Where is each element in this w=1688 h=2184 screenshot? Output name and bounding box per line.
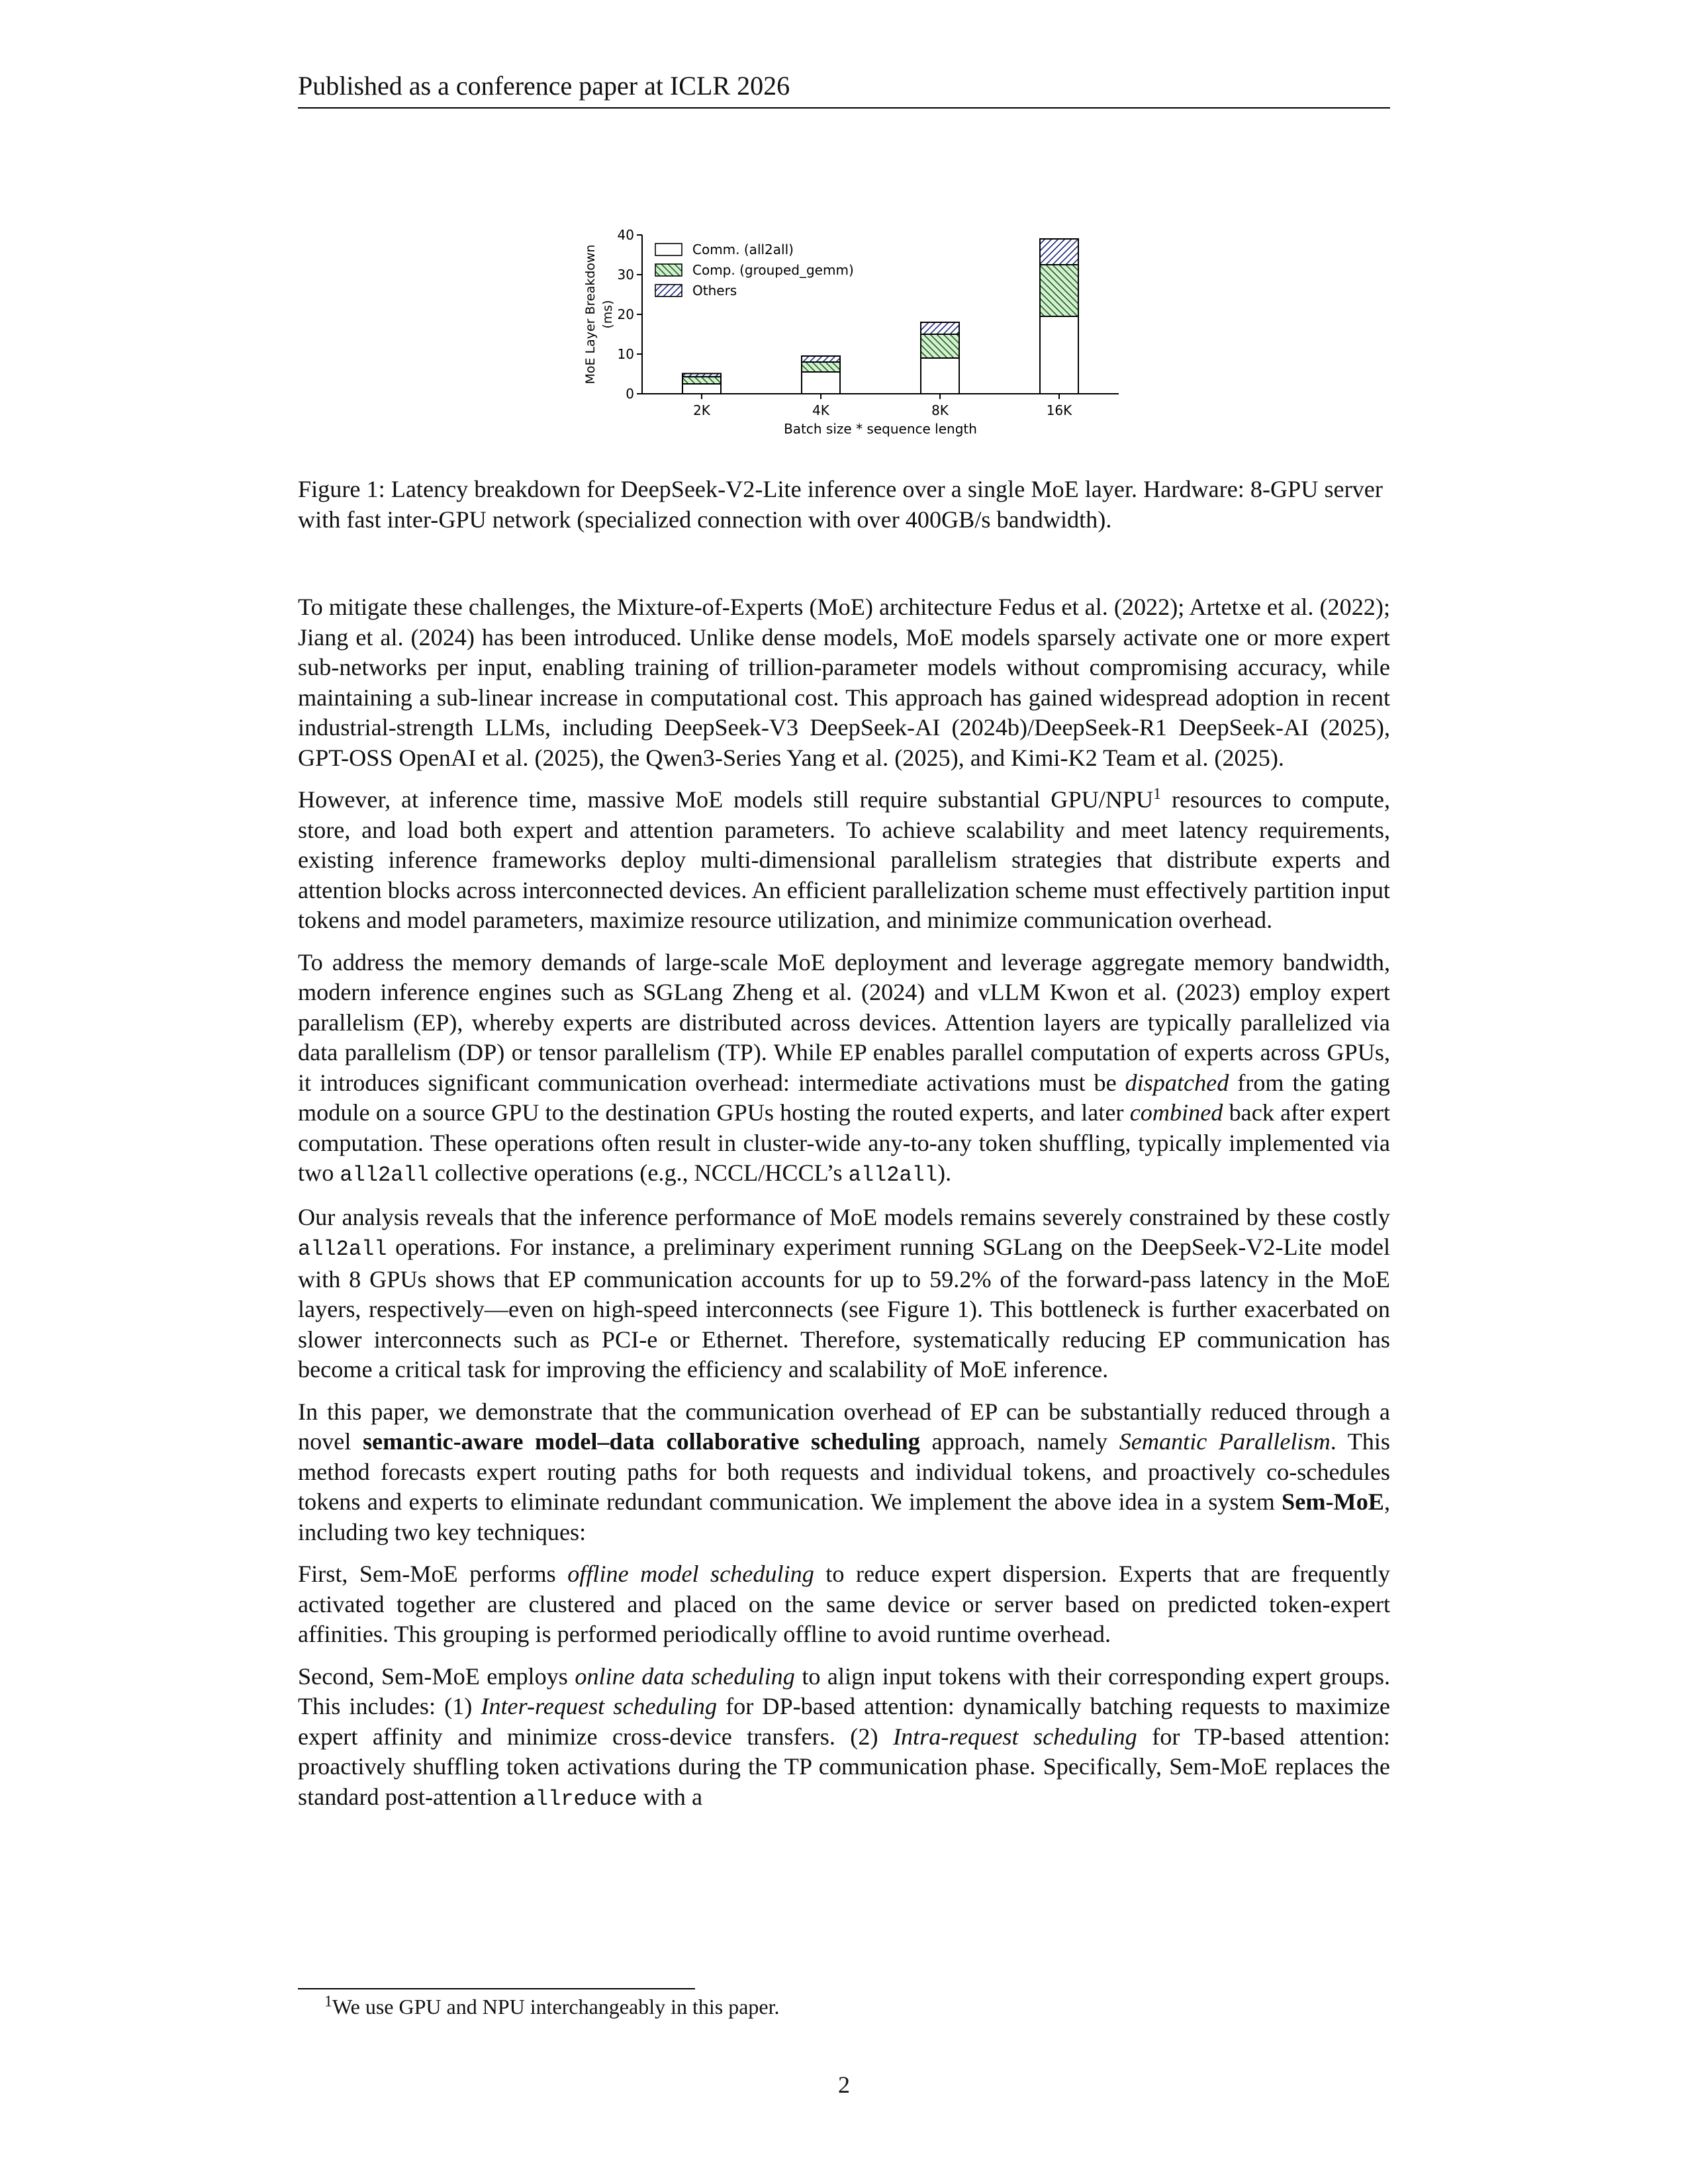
paragraph-5-text-d: , including two key techniques:: [298, 1488, 1390, 1545]
footnote-ref: 1: [1153, 785, 1162, 803]
paragraph-6: [298, 1559, 1390, 1650]
page-header: Published as a conference paper at ICLR 2026: [298, 69, 1390, 109]
latency-breakdown-chart: [569, 225, 1125, 443]
bar-segment: [921, 334, 959, 358]
paragraph-5-text-b: approach, namely: [919, 1428, 1119, 1455]
footnote-rule: [298, 1988, 695, 1989]
x-tick-label: 2K: [693, 402, 710, 418]
footnote-mark: 1: [324, 1993, 332, 2011]
figure-caption-text: Latency breakdown for DeepSeek-V2-Lite inference over a single MoE layer. Hardware: 8-GPU server with fast inter-GPU network (specialized connection with over 400GB/s bandwidth).: [298, 476, 1383, 533]
paragraph-7-text-a: Second, Sem-MoE employs: [298, 1662, 575, 1690]
paragraph-1-text: To mitigate these challenges, the Mixture-of-Experts (MoE) architecture Fedus et al. (2022); Artetxe et al. (2022); Jiang et al. (2024) has been introduced. Unlike dense models, MoE models sparsely activate one or more expert sub-networks per input, enabling training of trillion-parameter models without compromising accuracy, while maintaining a sub-linear increase in computational cost. This approach has gained widespread adoption in recent industrial-strength LLMs, including DeepSeek-V3 DeepSeek-AI (2024b)/DeepSeek-R1 DeepSeek-AI (2025), GPT-OSS OpenAI et al. (2025), the Qwen3-Series Yang et al. (2025), and Kimi-K2 Team et al. (2025).: [298, 594, 1390, 771]
paragraph-7-text-c: for DP-based attention: dynamically batching requests to maximize expert affinity and minimize cross-device transfers. (2): [298, 1693, 1390, 1750]
figure-label: Figure 1:: [298, 476, 385, 502]
footnote: [324, 1993, 1383, 2020]
bar-segment: [682, 373, 721, 377]
bar-segment: [1040, 239, 1078, 265]
y-tick-label: 0: [626, 386, 634, 402]
paragraph-3: [298, 948, 1390, 1191]
page-number: 2: [838, 2071, 850, 2098]
paragraph-2-text-b: resources to compute, store, and load both expert and attention parameters. To achieve scalability and meet latency requirements, existing inference frameworks deploy multi-dimensional parallelism strategies that distribute experts and attention blocks across interconnected devices. An efficient parallelization scheme must effectively partition input tokens and model parameters, maximize resource utilization, and minimize communication overhead.: [298, 786, 1390, 933]
bold-approach: semantic-aware model–data collaborative scheduling: [362, 1428, 920, 1455]
paragraph-6-text-a: First, Sem-MoE performs: [298, 1561, 568, 1587]
paragraph-3-text-e: ).: [937, 1160, 952, 1186]
paragraph-5-text-c: . This method forecasts expert routing paths for both requests and individual tokens, and proactively co-schedules tokens and experts to eliminate redundant communication. We implement the above idea in a system: [298, 1428, 1391, 1515]
emphasis-semantic-parallelism: Semantic Parallelism: [1119, 1428, 1331, 1455]
x-tick-label: 16K: [1046, 402, 1072, 418]
y-tick-label: 20: [617, 306, 634, 322]
x-axis-label: Batch size * sequence length: [784, 421, 977, 437]
legend-label: Others: [692, 283, 737, 298]
x-tick-label: 4K: [812, 402, 829, 418]
paragraph-7-text-e: with a: [637, 1783, 703, 1810]
legend-swatch: [655, 264, 682, 276]
emphasis-combined: combined: [1129, 1099, 1223, 1126]
code-all2all: all2all: [340, 1163, 429, 1187]
paragraph-4: [298, 1203, 1390, 1385]
emphasis-online: online data scheduling: [575, 1662, 795, 1690]
bar-segment: [682, 377, 721, 384]
paragraph-7-text-d: for TP-based attention: proactively shuffling token activations during the TP communication phase. Specifically, Sem-MoE replaces the standard post-attention: [298, 1723, 1390, 1810]
emphasis-dispatched: dispatched: [1125, 1069, 1229, 1096]
paragraph-5-text-a: In this paper, we demonstrate that the communication overhead of EP can be substantially reduced through a novel: [298, 1398, 1390, 1455]
code-all2all: all2all: [848, 1163, 938, 1187]
paragraph-2: [298, 785, 1390, 936]
paragraph-1: [298, 592, 1390, 773]
paragraph-3-text-b: from the gating module on a source GPU to the destination GPUs hosting the routed experts, and later: [298, 1069, 1390, 1126]
paragraph-3-text-c: back after expert computation. These operations often result in cluster-wide any-to-any token shuffling, typically implemented via two: [298, 1099, 1391, 1186]
paragraph-5: [298, 1397, 1390, 1548]
emphasis-inter-request: Inter-request scheduling: [481, 1693, 718, 1719]
paragraph-3-text-a: To address the memory demands of large-scale MoE deployment and leverage aggregate memory bandwidth, modern inference engines such as SGLang Zheng et al. (2024) and vLLM Kwon et al. (2023) employ expert parallelism (EP), whereby experts are distributed across devices. Attention layers are typically parallelized via data parallelism (DP) or tensor parallelism (TP). While EP enables parallel computation of experts across GPUs, it introduces significant communication overhead: intermediate activations must be: [298, 948, 1390, 1096]
body-text: [298, 592, 1390, 1826]
bar-segment: [802, 372, 840, 394]
paragraph-2-text-a: However, at inference time, massive MoE models still require substantial GPU/NPU: [298, 786, 1154, 813]
legend-label: Comm. (all2all): [692, 242, 794, 257]
footnote-text: We use GPU and NPU interchangeably in this paper.: [332, 1995, 780, 2019]
y-tick-label: 40: [617, 227, 634, 243]
bar-segment: [921, 358, 959, 394]
paragraph-4-text-b: operations. For instance, a preliminary experiment running SGLang on the DeepSeek-V2-Lite model with 8 GPUs shows that EP communication accounts for up to 59.2% of the forward-pass latency in the MoE layers, respectively—even on high-speed interconnects (see Figure 1). This bottleneck is further exacerbated on slower interconnects such as PCI-e or Ethernet. Therefore, systematically reducing EP communication has become a critical task for improving the efficiency and scalability of MoE inference.: [298, 1234, 1390, 1383]
x-tick-label: 8K: [931, 402, 949, 418]
paragraph-7: [298, 1662, 1390, 1815]
emphasis-intra-request: Intra-request scheduling: [892, 1723, 1137, 1750]
bar-segment: [921, 322, 959, 334]
y-axis-label: MoE Layer Breakdown: [583, 244, 598, 385]
bar-segment: [1040, 316, 1078, 394]
paragraph-3-text-d: collective operations (e.g., NCCL/HCCL’s: [428, 1160, 849, 1186]
figure-caption: [298, 474, 1390, 535]
paragraph-7-text-b: to align input tokens with their corresponding expert groups. This includes: (1): [298, 1662, 1391, 1719]
y-tick-label: 30: [617, 267, 634, 283]
code-allreduce: allreduce: [522, 1786, 637, 1811]
emphasis-offline: offline model scheduling: [567, 1561, 814, 1587]
bar-segment: [802, 356, 840, 362]
y-tick-label: 10: [617, 346, 634, 362]
legend-label: Comp. (grouped_gemm): [692, 262, 854, 278]
paragraph-6-text-b: to reduce expert dispersion. Experts that are frequently activated together are clustered and placed on the same device or server based on predicted token-expert affinities. This grouping is performed periodically offline to avoid runtime overhead.: [298, 1561, 1391, 1647]
paragraph-4-text-a: Our analysis reveals that the inference performance of MoE models remains severely constrained by these costly: [298, 1203, 1390, 1230]
legend-swatch: [655, 244, 682, 255]
bar-segment: [802, 362, 840, 372]
bar-segment: [1040, 265, 1078, 316]
code-all2all: all2all: [298, 1237, 387, 1261]
bar-segment: [682, 384, 721, 394]
legend-swatch: [655, 285, 682, 296]
y-axis-label-units: (ms): [600, 300, 615, 329]
bold-sem-moe: Sem-MoE: [1282, 1488, 1384, 1515]
